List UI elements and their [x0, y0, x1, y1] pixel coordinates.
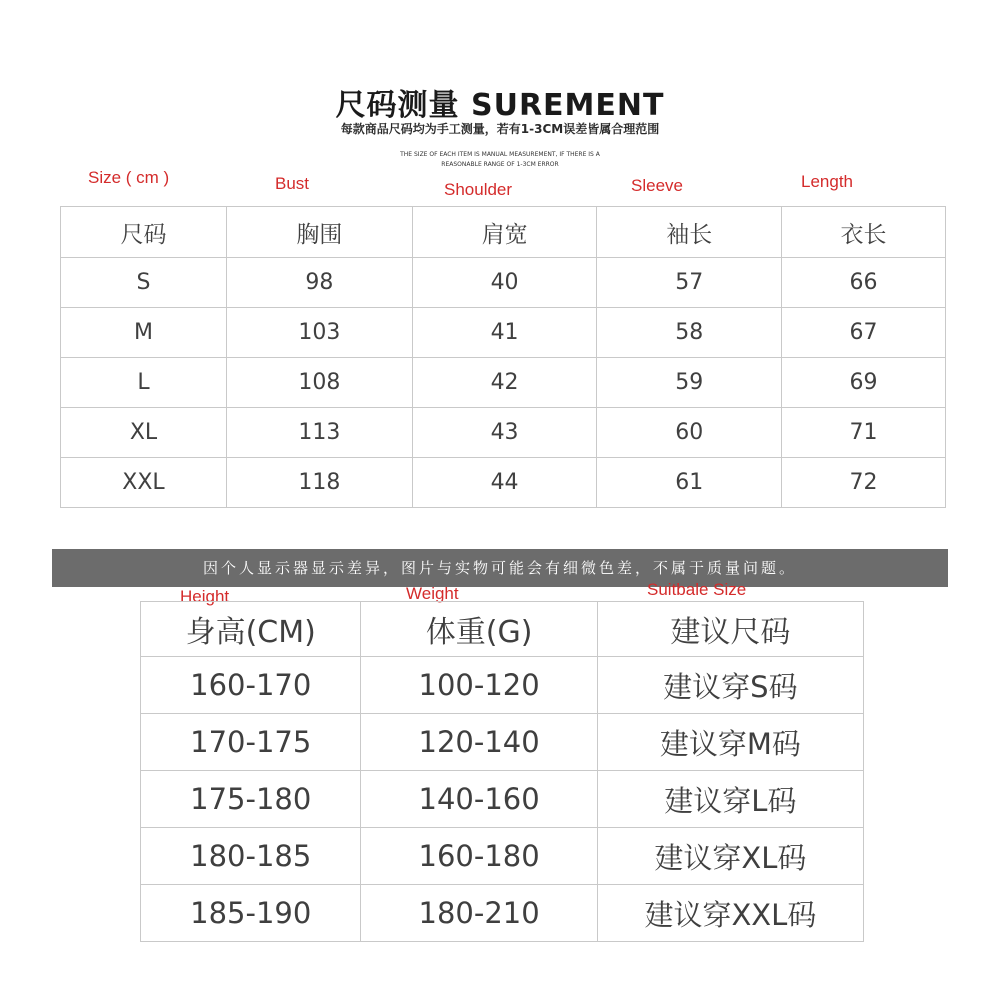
- table-row: [61, 308, 946, 358]
- label-height: Height: [180, 587, 230, 606]
- table-cell: 120-140: [361, 714, 597, 771]
- table-cell: 建议穿XXL码: [597, 885, 863, 942]
- label-weight: Weight: [406, 584, 459, 603]
- table-cell: 建议穿XL码: [597, 828, 863, 885]
- table-row: [61, 408, 946, 458]
- label-sleeve: Sleeve: [631, 176, 683, 195]
- header-cell: 胸围: [226, 207, 412, 258]
- table-cell: 69: [782, 358, 946, 408]
- label-suitable-size: Suitbale Size: [647, 580, 747, 599]
- table-cell: 40: [412, 258, 597, 308]
- table-cell: 44: [412, 458, 597, 508]
- label-bust: Bust: [275, 174, 310, 193]
- title-en: SUREMENT: [470, 88, 665, 123]
- table-cell: 180-210: [361, 885, 597, 942]
- table-row: [141, 714, 864, 771]
- table-cell: 72: [782, 458, 946, 508]
- table-cell: S: [61, 258, 227, 308]
- table-cell: 59: [597, 358, 782, 408]
- table-cell: 113: [226, 408, 412, 458]
- table-cell: 175-180: [141, 771, 361, 828]
- label-shoulder: Shoulder: [444, 180, 513, 199]
- table-cell: 建议穿M码: [597, 714, 863, 771]
- table-cell: 41: [412, 308, 597, 358]
- table-cell: 118: [226, 458, 412, 508]
- table-row: [141, 885, 864, 942]
- measurement-note: [0, 150, 1000, 170]
- header-cell: 尺码: [61, 207, 227, 258]
- table-cell: 160-170: [141, 657, 361, 714]
- table-cell: 103: [226, 308, 412, 358]
- table-cell: 170-175: [141, 714, 361, 771]
- table-cell: 66: [782, 258, 946, 308]
- page-title: [0, 80, 1000, 124]
- table-cell: 180-185: [141, 828, 361, 885]
- title-cn: 尺码测量: [335, 88, 460, 123]
- subtitle: 每款商品尺码均为手工测量，若有1-3CM误差皆属合理范围: [340, 122, 660, 136]
- note-line: THE SIZE OF EACH ITEM IS MANUAL MEASUREMENT, IF THERE IS A: [400, 151, 600, 158]
- table-row: [61, 258, 946, 308]
- color-disclaimer-banner: 因个人显示器显示差异，图片与实物可能会有细微色差，不属于质量问题。: [52, 549, 948, 587]
- table-cell: 71: [782, 408, 946, 458]
- table-cell: XXL: [61, 458, 227, 508]
- table-cell: 98: [226, 258, 412, 308]
- table-cell: 61: [597, 458, 782, 508]
- table-row: [61, 358, 946, 408]
- label-size: Size ( cm ): [88, 168, 170, 187]
- table-row: [141, 828, 864, 885]
- table-header-row: [141, 602, 864, 657]
- table-row: [61, 458, 946, 508]
- note-line: REASONABLE RANGE OF 1-3CM ERROR: [441, 161, 559, 168]
- header-cell: 衣长: [782, 207, 946, 258]
- header-cell: 身高(CM): [141, 602, 361, 657]
- header-cell: 袖长: [597, 207, 782, 258]
- table-cell: 60: [597, 408, 782, 458]
- table-cell: 140-160: [361, 771, 597, 828]
- table-cell: 58: [597, 308, 782, 358]
- table-cell: 42: [412, 358, 597, 408]
- fit-table: [140, 601, 864, 942]
- header-cell: 肩宽: [412, 207, 597, 258]
- table-row: [141, 657, 864, 714]
- table-header-row: [61, 207, 946, 258]
- size-table: [60, 206, 946, 508]
- table-cell: L: [61, 358, 227, 408]
- table-cell: 100-120: [361, 657, 597, 714]
- label-length: Length: [801, 172, 853, 191]
- table-cell: XL: [61, 408, 227, 458]
- table-cell: 185-190: [141, 885, 361, 942]
- header-cell: 体重(G): [361, 602, 597, 657]
- header-cell: 建议尺码: [597, 602, 863, 657]
- table-cell: 57: [597, 258, 782, 308]
- table-cell: 建议穿L码: [597, 771, 863, 828]
- table-cell: 108: [226, 358, 412, 408]
- table-cell: M: [61, 308, 227, 358]
- table-cell: 建议穿S码: [597, 657, 863, 714]
- table-cell: 43: [412, 408, 597, 458]
- table-cell: 67: [782, 308, 946, 358]
- table-cell: 160-180: [361, 828, 597, 885]
- table-row: [141, 771, 864, 828]
